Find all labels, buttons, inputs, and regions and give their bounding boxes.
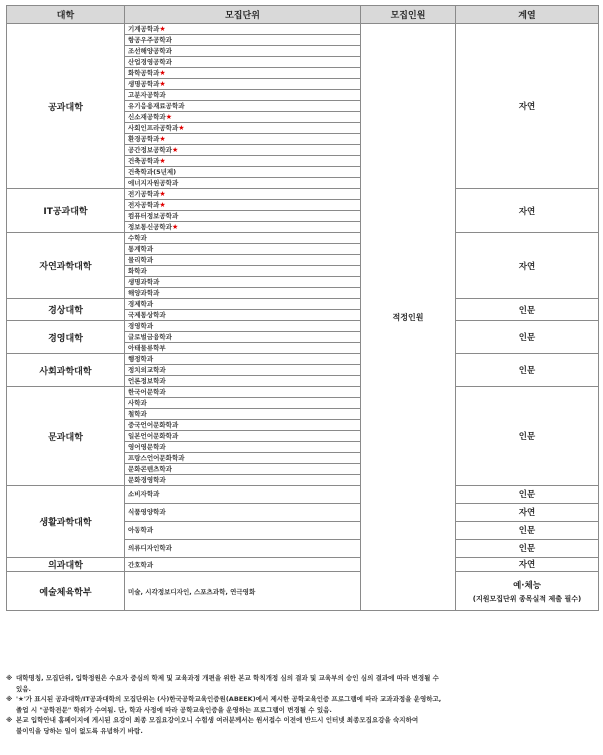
department-name <box>125 288 361 299</box>
department-label: 고분자공학과 <box>128 91 166 99</box>
note-text: 대학명칭, 모집단위, 입학정원은 수요자 중심의 학제 및 교육과정 개편을 위한 본교 학칙개정 심의 결과 및 교육부의 승인 심의 결과에 따라 변경될 수 있음. <box>16 674 439 693</box>
college-name: 경상대학 <box>7 299 125 321</box>
department-name <box>125 387 361 398</box>
college-name: 공과대학 <box>7 24 125 189</box>
track-value: 자연 <box>456 24 599 189</box>
department-label: 철학과 <box>128 410 147 418</box>
department-label: 유기응용재료공학과 <box>128 102 185 110</box>
track-value: 자연 <box>456 558 599 572</box>
header-track: 계열 <box>456 6 599 24</box>
department-name <box>125 145 361 156</box>
track-value: 인문 <box>456 486 599 504</box>
department-label: 물리학과 <box>128 256 154 264</box>
department-label: 전자공학과 <box>128 201 160 209</box>
department-label: 문화콘텐츠학과 <box>128 465 172 473</box>
department-name <box>125 310 361 321</box>
note-item <box>6 715 596 736</box>
department-label: 건축학과(5년제) <box>128 168 177 176</box>
department-label: 경영학과 <box>128 322 154 330</box>
department-label: 정보통신공학과 <box>128 223 172 231</box>
department-label: 항공우주공학과 <box>128 36 172 44</box>
table-row <box>7 321 599 332</box>
department-name: 식품영양학과 <box>125 504 361 522</box>
track-value: 인문 <box>456 540 599 558</box>
header-college: 대학 <box>7 6 125 24</box>
department-label: 중국언어문화학과 <box>128 421 179 429</box>
department-name <box>125 189 361 200</box>
table-row <box>7 354 599 365</box>
department-name: 간호학과 <box>125 558 361 572</box>
track-value: 인문 <box>456 299 599 321</box>
department-label: 한국어문학과 <box>128 388 166 396</box>
track-value: 자연 <box>456 504 599 522</box>
department-name <box>125 299 361 310</box>
star-icon: ★ <box>171 146 179 154</box>
table-row <box>7 233 599 244</box>
department-name <box>125 420 361 431</box>
table-row <box>7 24 599 35</box>
department-label: 환경공학과 <box>128 135 160 143</box>
star-icon: ★ <box>171 223 179 231</box>
department-name <box>125 277 361 288</box>
department-name <box>125 79 361 90</box>
department-name <box>125 46 361 57</box>
star-icon: ★ <box>159 135 166 143</box>
college-name: 사회과학대학 <box>7 354 125 387</box>
department-name <box>125 167 361 178</box>
department-name <box>125 398 361 409</box>
track-value: 자연 <box>456 189 599 233</box>
note-item <box>6 673 596 694</box>
note-mark: ※ <box>6 674 13 682</box>
note-mark: ※ <box>6 695 13 703</box>
department-name: 미술, 시각정보디자인, 스포츠과학, 연극영화 <box>125 572 361 611</box>
notes <box>6 673 596 736</box>
track-note: (지원모집단위 종목실적 제출 필수) <box>472 594 582 603</box>
department-label: 언론정보학과 <box>128 377 166 385</box>
department-name <box>125 255 361 266</box>
track-value: 인문 <box>456 387 599 486</box>
department-label: 신소재공학과 <box>128 113 166 121</box>
header-row <box>7 6 599 24</box>
table-row <box>7 558 599 572</box>
department-name <box>125 68 361 79</box>
department-name <box>125 178 361 189</box>
table-row <box>7 572 599 611</box>
college-name: IT공과대학 <box>7 189 125 233</box>
quota-value: 적정인원 <box>361 24 456 611</box>
college-name: 의과대학 <box>7 558 125 572</box>
department-label: 행정학과 <box>128 355 154 363</box>
department-name <box>125 101 361 112</box>
header-unit: 모집단위 <box>125 6 361 24</box>
department-label: 아태물류학부 <box>128 344 166 352</box>
track-label: 예·체능 <box>513 580 541 591</box>
department-name <box>125 464 361 475</box>
department-label: 산업경영공학과 <box>128 58 172 66</box>
college-name: 예술체육학부 <box>7 572 125 611</box>
department-name <box>125 475 361 486</box>
track-value: 자연 <box>456 233 599 299</box>
department-name <box>125 343 361 354</box>
note-item <box>6 694 596 715</box>
star-icon: ★ <box>159 25 166 33</box>
department-name <box>125 90 361 101</box>
department-name <box>125 123 361 134</box>
department-label: 통계학과 <box>128 245 154 253</box>
department-label: 글로벌금융학과 <box>128 333 172 341</box>
track-value: 인문 <box>456 522 599 540</box>
department-label: 해양과학과 <box>128 289 160 297</box>
department-name <box>125 222 361 233</box>
star-icon: ★ <box>159 69 166 77</box>
department-name <box>125 453 361 464</box>
department-name: 소비자학과 <box>125 486 361 504</box>
department-label: 국제통상학과 <box>128 311 166 319</box>
department-name <box>125 211 361 222</box>
department-label: 경제학과 <box>128 300 154 308</box>
department-label: 사회인프라공학과 <box>128 124 179 132</box>
department-name <box>125 409 361 420</box>
department-name <box>125 24 361 35</box>
department-label: 일본언어문화학과 <box>128 432 179 440</box>
department-label: 건축공학과 <box>128 157 160 165</box>
department-label: 공간정보공학과 <box>128 146 172 154</box>
department-name <box>125 57 361 68</box>
header-quota: 모집인원 <box>361 6 456 24</box>
department-name <box>125 442 361 453</box>
department-label: 조선해양공학과 <box>128 47 172 55</box>
department-label: 생명과학과 <box>128 278 160 286</box>
department-name <box>125 112 361 123</box>
department-name <box>125 134 361 145</box>
table-row <box>7 299 599 310</box>
department-label: 컴퓨터정보공학과 <box>128 212 179 220</box>
department-label: 프랑스언어문화학과 <box>128 454 185 462</box>
note-text: '★'가 표시된 공과대학/IT공과대학의 모집단위는 (사)한국공학교육인증원(ABEEK)에서 제시한 공학교육인증 프로그램에 따라 교과과정을 운영하고, 졸업 시 "공학전문" 학위가 수여됨. 단, 학과 사정에 따라 공학교육인증을 운영하는 프로그램이 변경될 수 있음. <box>16 695 442 714</box>
department-name <box>125 266 361 277</box>
star-icon: ★ <box>178 124 185 132</box>
department-name <box>125 431 361 442</box>
star-icon: ★ <box>159 190 166 198</box>
department-label: 화학과 <box>128 267 147 275</box>
track-value <box>456 572 599 611</box>
college-name: 문과대학 <box>7 387 125 486</box>
department-name <box>125 376 361 387</box>
star-icon: ★ <box>165 113 172 121</box>
note-mark: ※ <box>6 716 13 724</box>
department-label: 기계공학과 <box>128 25 160 33</box>
admissions-table <box>6 5 599 611</box>
department-label: 에너지자원공학과 <box>128 179 179 187</box>
department-label: 사학과 <box>128 399 147 407</box>
department-name <box>125 321 361 332</box>
department-label: 영어영문학과 <box>128 443 166 451</box>
department-label: 수학과 <box>128 234 147 242</box>
note-text: 본교 입학안내 홈페이지에 게시된 요강이 최종 모집요강이오니 수험생 여러분께서는 원서접수 이전에 반드시 인터넷 최종모집요강을 숙지하여 불이익을 당하는 일이 없도록 유념하기 바람. <box>16 716 419 735</box>
department-name: 의류디자인학과 <box>125 540 361 558</box>
table-body <box>7 24 599 611</box>
department-label: 문화경영학과 <box>128 476 166 484</box>
department-name <box>125 35 361 46</box>
college-name: 자연과학대학 <box>7 233 125 299</box>
star-icon: ★ <box>159 201 166 209</box>
track-value: 인문 <box>456 321 599 354</box>
department-name <box>125 233 361 244</box>
college-name: 생활과학대학 <box>7 486 125 558</box>
department-label: 전기공학과 <box>128 190 160 198</box>
table-row <box>7 189 599 200</box>
department-name <box>125 156 361 167</box>
department-name <box>125 200 361 211</box>
star-icon: ★ <box>159 80 166 88</box>
department-name <box>125 244 361 255</box>
table-row <box>7 486 599 504</box>
college-name: 경영대학 <box>7 321 125 354</box>
department-label: 생명공학과 <box>128 80 160 88</box>
department-name <box>125 365 361 376</box>
table-row <box>7 387 599 398</box>
star-icon: ★ <box>159 157 166 165</box>
department-name <box>125 332 361 343</box>
department-name: 아동학과 <box>125 522 361 540</box>
department-label: 화학공학과 <box>128 69 160 77</box>
track-value: 인문 <box>456 354 599 387</box>
department-label: 정치외교학과 <box>128 366 166 374</box>
department-name <box>125 354 361 365</box>
